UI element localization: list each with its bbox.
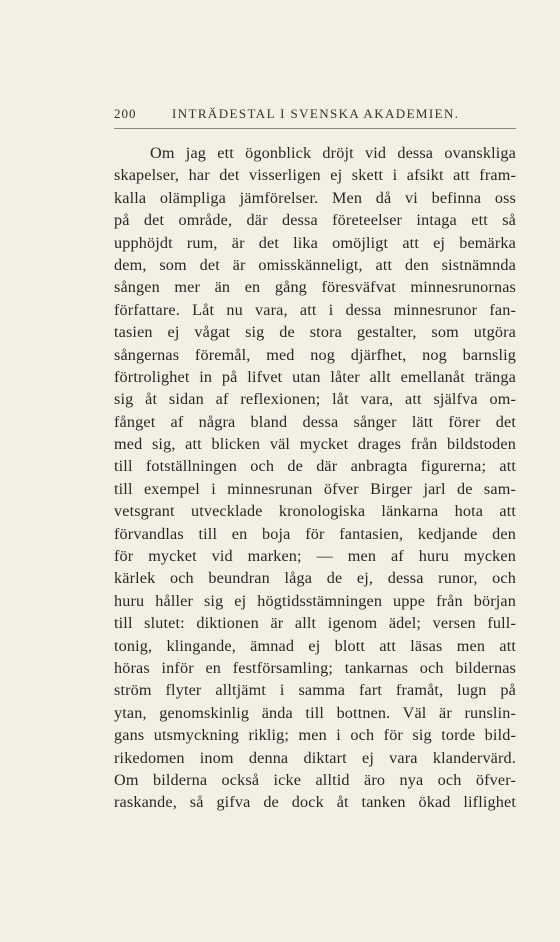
header-rule: [114, 128, 516, 129]
text-line: förvandlas till en boja för fantasien, kedjande den: [114, 524, 516, 543]
text-line: Om bilderna också icke alltid äro nya och öfver-: [114, 770, 516, 789]
text-line: sångernas föremål, med nog djärfhet, nog barnslig: [114, 345, 516, 364]
page-number: 200: [114, 106, 137, 121]
text-line: till slutet: diktionen är allt igenom ädel; versen full-: [114, 614, 516, 633]
text-line: med sig, att blicken väl mycket drages från bildstoden: [114, 435, 516, 454]
text-line: tasien ej vågat sig de stora gestalter, som utgöra: [114, 323, 516, 342]
running-title: INTRÄDESTAL I SVENSKA AKADEMIEN.: [172, 106, 460, 121]
body-text: [114, 142, 516, 814]
text-line: höras inför en festförsamling; tankarnas och bildernas: [114, 658, 516, 677]
text-line: författare. Låt nu vara, att i dessa minnesrunor fan-: [114, 300, 516, 319]
text-line: ytan, genomskinlig ända till bottnen. Väl är runslin-: [114, 703, 516, 722]
text-line: kalla olämpliga jämförelser. Men då vi befinna oss: [114, 188, 516, 207]
text-line: dem, som det är omisskänneligt, att den sistnämnda: [114, 255, 516, 274]
text-line: för mycket vid marken; — men af huru mycken: [114, 547, 516, 566]
text-line: upphöjdt rum, är det lika omöjligt att ej bemärka: [114, 233, 516, 252]
text-line: tonig, klingande, ämnad ej blott att läsas men att: [114, 636, 516, 655]
text-line: skapelser, har det visserligen ej skett i afsikt att fram-: [114, 166, 516, 185]
text-line: fånget af några bland dessa sånger lätt förer det: [114, 412, 516, 431]
text-line: Om jag ett ögonblick dröjt vid dessa ovanskliga: [150, 144, 516, 162]
text-line: sig åt sidan af reflexionen; låt vara, att själfva om-: [114, 390, 516, 409]
text-line: rikedomen inom denna diktart ej vara klandervärd.: [114, 748, 516, 767]
text-line: sången mer än en gång föresväfvat minnesrunornas: [114, 278, 516, 297]
text-line: på det område, där dessa företeelser intaga ett så: [114, 211, 516, 230]
text-line: raskande, så gifva de dock åt tanken ökad liflighet: [114, 793, 516, 812]
text-line: huru håller sig ej högtidsstämningen uppe från början: [114, 591, 516, 610]
text-line: till exempel i minnesrunan öfver Birger jarl de sam-: [114, 479, 516, 498]
text-line: förtrolighet in på lifvet utan låter allt emellanåt tränga: [114, 367, 516, 386]
text-line: ström flyter alltjämt i samma fart framåt, lugn på: [114, 681, 516, 700]
text-line: gans utsmyckning riklig; men i och för sig torde bild-: [114, 726, 516, 745]
running-head: [114, 106, 516, 122]
text-line: vetsgrant utvecklade kronologiska länkarna hota att: [114, 502, 516, 521]
text-line: kärlek och beundran låga de ej, dessa runor, och: [114, 569, 516, 588]
text-line: till fotställningen och de där anbragta figurerna; att: [114, 457, 516, 476]
